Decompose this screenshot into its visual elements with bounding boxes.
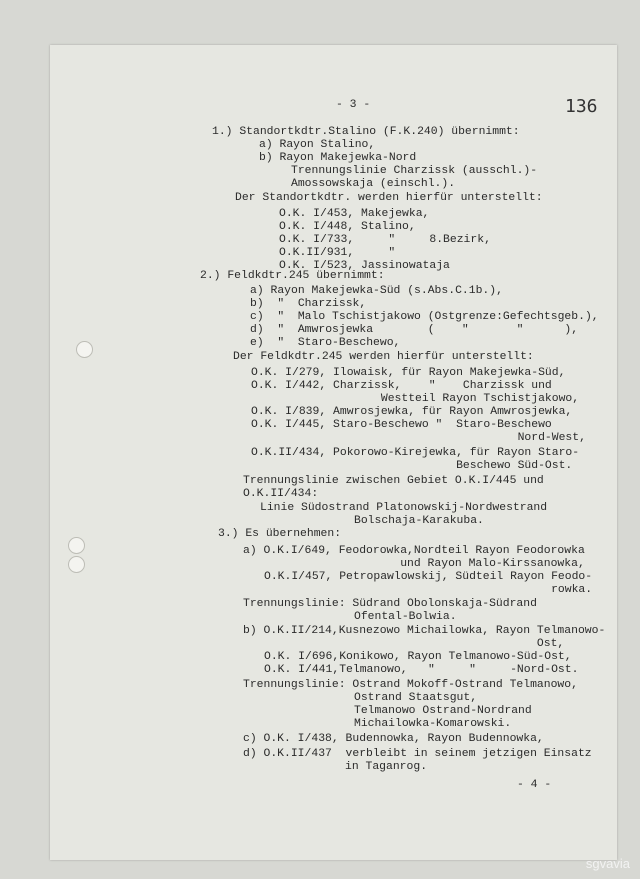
text-line: Ost,	[243, 638, 565, 650]
text-line: O.K. I/445, Staro-Beschewo " Staro-Beschewo	[251, 419, 552, 431]
text-line: Trennungslinie: Südrand Obolonskaja-Südrand	[243, 598, 537, 610]
text-line: O.K.I/457, Petropawlowskij, Südteil Rayon Feodo-	[264, 571, 593, 583]
text-line: rowka.	[264, 584, 593, 596]
text-line: in Taganrog.	[345, 761, 428, 773]
next-page-marker: - 4 -	[517, 779, 552, 791]
text-line: O.K. I/453, Makejewka,	[279, 208, 430, 220]
text-line: Telmanowo Ostrand-Nordrand	[354, 705, 532, 717]
text-line: O.K. I/279, Ilowaisk, für Rayon Makejewka-Süd,	[251, 367, 566, 379]
text-line: d) " Amwrosjewka ( " " ),	[250, 324, 579, 336]
text-line: Ofental-Bolwia.	[354, 611, 457, 623]
text-line: a) Rayon Stalino,	[259, 139, 376, 151]
text-line: Trennungslinie: Ostrand Mokoff-Ostrand Telmanowo,	[243, 679, 578, 691]
text-line: b) Rayon Makejewka-Nord	[259, 152, 417, 164]
text-line: Amossowskaja (einschl.).	[291, 178, 456, 190]
text-line: Trennungslinie Charzissk (ausschl.)-	[291, 165, 538, 177]
text-line: Der Feldkdtr.245 werden hierfür unterstellt:	[233, 351, 534, 363]
section-3-heading: 3.) Es übernehmen:	[218, 528, 342, 540]
text-line: Michailowka-Komarowski.	[354, 718, 512, 730]
text-line: a) O.K.I/649, Feodorowka,Nordteil Rayon Feodorowka	[243, 545, 585, 557]
text-line: a) Rayon Makejewka-Süd (s.Abs.C.1b.),	[250, 285, 503, 297]
page-number: 136	[565, 96, 598, 117]
text-line: O.K. I/448, Stalino,	[279, 221, 416, 233]
text-line: c) " Malo Tschistjakowo (Ostgrenze:Gefechtsgeb.),	[250, 311, 599, 323]
text-line: Bolschaja-Karakuba.	[354, 515, 484, 527]
text-line: O.K.II/931, "	[279, 247, 396, 259]
punch-hole	[68, 556, 85, 573]
text-line: O.K. I/839, Amwrosjewka, für Rayon Amwrosjewka,	[251, 406, 573, 418]
text-line: Nord-West,	[251, 432, 586, 444]
text-line: O.K. I/523, Jassinowataja	[279, 260, 450, 272]
text-line: O.K.II/434, Pokorowo-Kirejewka, für Rayon Staro-	[251, 447, 580, 459]
section-2-heading: 2.) Feldkdtr.245 übernimmt:	[200, 270, 385, 282]
punch-hole	[76, 341, 93, 358]
text-line: O.K. I/442, Charzissk, " Charzissk und	[251, 380, 552, 392]
text-line: c) O.K. I/438, Budennowka, Rayon Budennowka,	[243, 733, 544, 745]
text-line: Linie Südostrand Platonowskij-Nordwestrand	[260, 502, 548, 514]
text-line: d) O.K.II/437 verbleibt in seinem jetzigen Einsatz	[243, 748, 592, 760]
text-line: b) O.K.II/214,Kusnezowo Michailowka, Rayon Telmanowo-	[243, 625, 606, 637]
text-line: Der Standortkdtr. werden hierfür unterstellt:	[235, 192, 543, 204]
text-line: Beschewo Süd-Ost.	[251, 460, 573, 472]
text-line: Westteil Rayon Tschistjakowo,	[251, 393, 580, 405]
text-line: O.K. I/696,Konikowo, Rayon Telmanowo-Süd-Ost,	[264, 651, 572, 663]
watermark: sgvavia	[585, 856, 630, 871]
text-line: Ostrand Staatsgut,	[354, 692, 478, 704]
text-line: O.K. I/441,Telmanowo, " " -Nord-Ost.	[264, 664, 579, 676]
text-line: O.K.II/434:	[243, 488, 319, 500]
punch-hole	[68, 537, 85, 554]
text-line: Trennungslinie zwischen Gebiet O.K.I/445 und	[243, 475, 544, 487]
section-1-heading: 1.) Standortkdtr.Stalino (F.K.240) übernimmt:	[212, 126, 520, 138]
page-marker: - 3 -	[336, 99, 371, 111]
text-line: und Rayon Malo-Kirssanowka,	[243, 558, 585, 570]
text-line: O.K. I/733, " 8.Bezirk,	[279, 234, 491, 246]
text-line: e) " Staro-Beschewo,	[250, 337, 401, 349]
text-line: b) " Charzissk,	[250, 298, 367, 310]
